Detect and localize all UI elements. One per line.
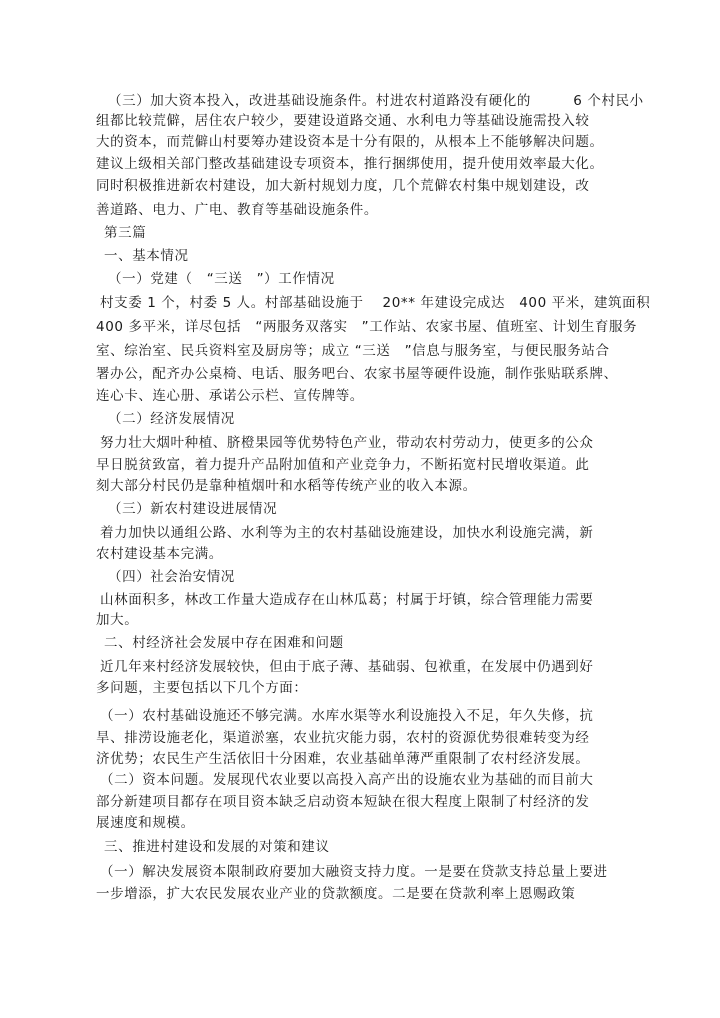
text-line: 一步增添，扩大农民发展农业产业的贷款额度。二是要在贷款利率上恩赐政策 [96, 886, 576, 902]
text-line: 组都比较荒僻，居住农户较少，要建设道路交通、水利电力等基础设施需投入较 [96, 113, 590, 129]
section-heading: 三、推进村建设和发展的对策和建议 [104, 839, 330, 855]
text-line: 刻大部分村民仍是靠种植烟叶和水稻等传统产业的收入本源。 [96, 478, 477, 494]
text-line: 建议上级相关部门整改基础建设专项资本，推行捆绑使用，提升使用效率最大化。 [96, 156, 604, 172]
text-line: 早日脱贫致富，着力提升产品附加值和产业竞争力，不断拓宽村民增收渠道。此 [96, 457, 590, 473]
text-line: 展速度和规模。 [96, 815, 195, 831]
subsection-heading: （三）新农村建设进展情况 [108, 501, 278, 517]
text-line: 加大。 [96, 612, 139, 628]
text-line: 多问题，主要包括以下几个方面： [96, 680, 308, 696]
text-line: 着力加快以通组公路、水利等为主的农村基础设施建设，加快水利设施完满，新 [100, 525, 594, 541]
text-line: 旱、排涝设施老化，渠道淤塞，农业抗灾能力弱，农村的资源优势很难转变为经 [96, 730, 590, 746]
text-line: 近几年来村经济发展较快，但由于底子薄、基础弱、包袱重，在发展中仍遇到好 [100, 659, 594, 675]
text-line: （三）加大资本投入，改进基础设施条件。村进农村道路没有硬化的 6 个村民小 [108, 93, 644, 109]
text-line: 努力壮大烟叶种植、脐橙果园等优势特色产业，带动农村劳动力，使更多的公众 [100, 435, 594, 451]
subsection-heading: （四）社会治安情况 [108, 569, 235, 585]
text-line: 农村建设基本完满。 [96, 546, 223, 562]
text-line: 连心卡、连心册、承诺公示栏、宣传牌等。 [96, 388, 364, 404]
text-line: 村支委 1 个，村委 5 人。村部基础设施于 20** 年建设完成达 400 平米，建筑面积 [100, 295, 651, 311]
section-heading: 第三篇 [104, 225, 147, 241]
text-line: （二）资本问题。发展现代农业要以高投入高产出的设施农业为基础的而目前大 [100, 772, 594, 788]
text-line: 同时积极推进新农村建设，加大新村规划力度，几个荒僻农村集中规划建设，改 [96, 178, 590, 194]
text-line: 善道路、电力、广电、教育等基础设施条件。 [96, 202, 378, 218]
text-line: 400 多平米，详尽包括 “两服务双落实 ”工作站、农家书屋、值班室、计划生育服务 [96, 319, 638, 335]
subsection-heading: （二）经济发展情况 [108, 411, 235, 427]
text-line: 山林面积多，林改工作量大造成存在山林瓜葛；村属于圩镇，综合管理能力需要 [100, 592, 594, 608]
text-line: 大的资本，而荒僻山村要筹办建设资本是十分有限的，从根本上不能够解决问题。 [96, 134, 604, 150]
text-line: （一）解决发展资本限制政府要加大融资支持力度。一是要在贷款支持总量上要进 [100, 864, 608, 880]
text-line: 济优势；农民生产生活依旧十分困难，农业基础单薄严重限制了农村经济发展。 [96, 751, 590, 767]
text-line: （一）农村基础设施还不够完满。水库水渠等水利设施投入不足，年久失修，抗 [100, 708, 594, 724]
text-line: 部分新建项目都存在项目资本缺乏启动资本短缺在很大程度上限制了村经济的发 [96, 794, 590, 810]
section-heading: 二、村经济社会发展中存在困难和问题 [104, 635, 344, 651]
subsection-heading: （一）党建（ “三送 ”）工作情况 [108, 271, 335, 287]
text-line: 署办公，配齐办公桌椅、电话、服务吧台、农家书屋等硬件设施，制作张贴联系牌、 [96, 366, 618, 382]
section-heading: 一、基本情况 [104, 248, 189, 264]
text-line: 室、综治室、民兵资料室及厨房等；成立 “三送 ”信息与服务室，与便民服务站合 [96, 343, 610, 359]
